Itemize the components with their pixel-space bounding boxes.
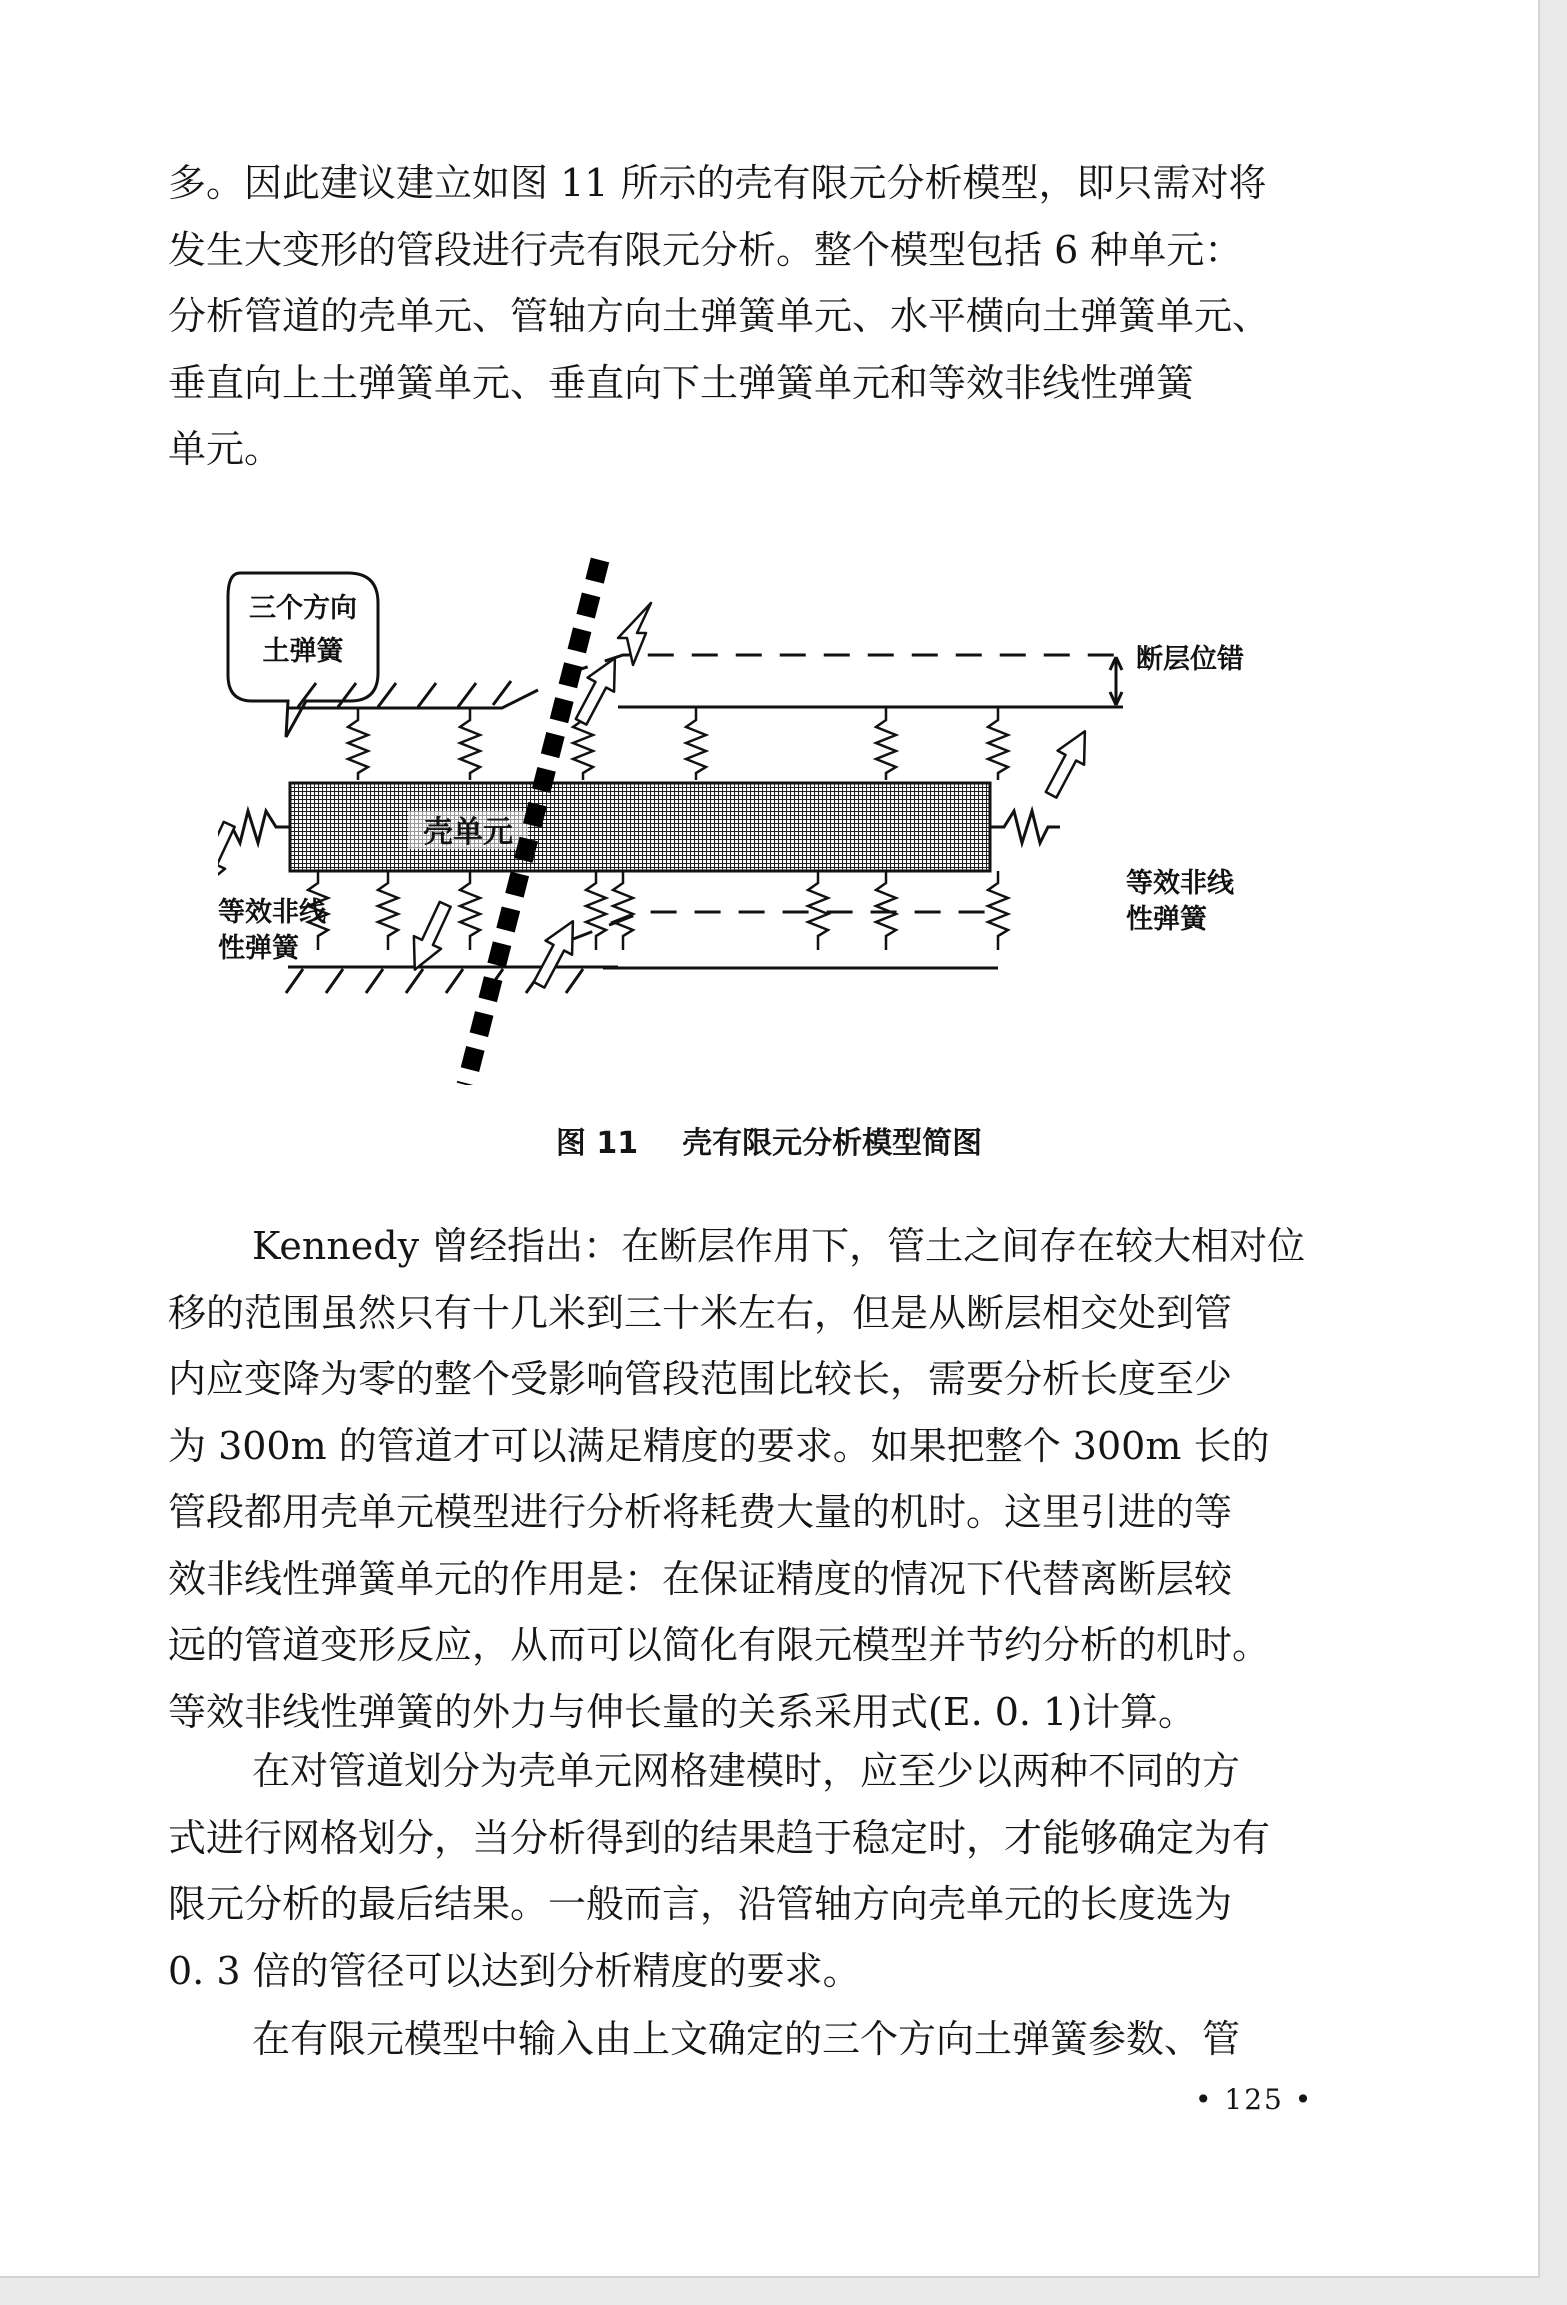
page-number: • 125 • xyxy=(1195,2083,1314,2116)
shell-element-pipe xyxy=(290,783,990,871)
text-line: 管段都用壳单元模型进行分析将耗费大量的机时。这里引进的等 xyxy=(168,1490,1233,1534)
text-line: 在对管道划分为壳单元网格建模时，应至少以两种不同的方 xyxy=(252,1749,1241,1793)
right-spring-label-line-1: 等效非线 xyxy=(1126,868,1234,899)
text-line: 移的范围虽然只有十几米到三十米左右，但是从断层相交处到管 xyxy=(168,1290,1233,1335)
paragraph-4 xyxy=(168,2006,1388,2073)
text-line: 为 300m 的管道才可以满足精度的要求。如果把整个 300m 长的 xyxy=(168,1423,1270,1468)
arrow-left-end xyxy=(218,818,243,896)
caption-title: 壳有限元分析模型简图 xyxy=(682,1126,983,1161)
text-line: 等效非线性弹簧的外力与伸长量的关系采用式(E. 0. 1)计算。 xyxy=(168,1689,1197,1734)
text-line: 效非线性弹簧单元的作用是：在保证精度的情况下代替离断层较 xyxy=(168,1556,1233,1601)
upper-right-ground xyxy=(563,655,1123,707)
upper-springs xyxy=(348,707,1008,780)
arrow-right-end xyxy=(1038,724,1098,802)
text-line: 限元分析的最后结果。一般而言，沿管轴方向壳单元的长度选为 xyxy=(168,1882,1233,1926)
text-line: 式进行网格划分，当分析得到的结果趋于稳定时，才能够确定为有 xyxy=(168,1815,1271,1860)
caption-number: 图 11 xyxy=(555,1126,639,1161)
text-line: Kennedy 曾经指出：在断层作用下，管土之间存在较大相对位 xyxy=(252,1224,1306,1268)
text-line: 单元。 xyxy=(168,427,283,471)
left-spring-label-line-2: 性弹簧 xyxy=(218,933,299,964)
text-line: 分析管道的壳单元、管轴方向土弹簧单元、水平横向土弹簧单元、 xyxy=(168,294,1271,338)
text-line: 0. 3 倍的管径可以达到分析精度的要求。 xyxy=(168,1948,861,1993)
figure-caption xyxy=(0,1118,1538,1162)
text-line: 多。因此建议建立如图 11 所示的壳有限元分析模型，即只需对将 xyxy=(168,161,1267,205)
paragraph-3 xyxy=(168,1738,1388,2004)
text-line: 垂直向上土弹簧单元、垂直向下土弹簧单元和等效非线性弹簧 xyxy=(168,360,1195,405)
lower-ground xyxy=(286,912,998,993)
paragraph-2 xyxy=(168,1213,1388,1745)
text-line: 远的管道变形反应，从而可以简化有限元模型并节约分析的机时。 xyxy=(168,1623,1271,1667)
arrow-lower-left xyxy=(401,898,459,976)
text-line: 内应变降为零的整个受影响管段范围比较长，需要分析长度至少 xyxy=(168,1357,1233,1401)
arrow-lower-right xyxy=(526,914,586,992)
right-spring-label-line-2: 性弹簧 xyxy=(1126,904,1207,935)
text-line: 发生大变形的管段进行壳有限元分析。整个模型包括 6 种单元： xyxy=(168,227,1243,272)
left-spring-label-line-1: 等效非线 xyxy=(218,897,326,928)
fe-model-diagram xyxy=(218,555,1278,1085)
arrow-upper-right xyxy=(568,651,628,729)
callout-label-line-1: 三个方向 xyxy=(249,593,357,624)
text-line: 在有限元模型中输入由上文确定的三个方向土弹簧参数、管 xyxy=(252,2017,1241,2061)
callout-label-line-2: 土弹簧 xyxy=(262,636,344,667)
fault-offset-label: 断层位错 xyxy=(1136,644,1244,675)
paragraph-1 xyxy=(168,150,1388,483)
shell-element-label: 壳单元 xyxy=(423,815,513,850)
